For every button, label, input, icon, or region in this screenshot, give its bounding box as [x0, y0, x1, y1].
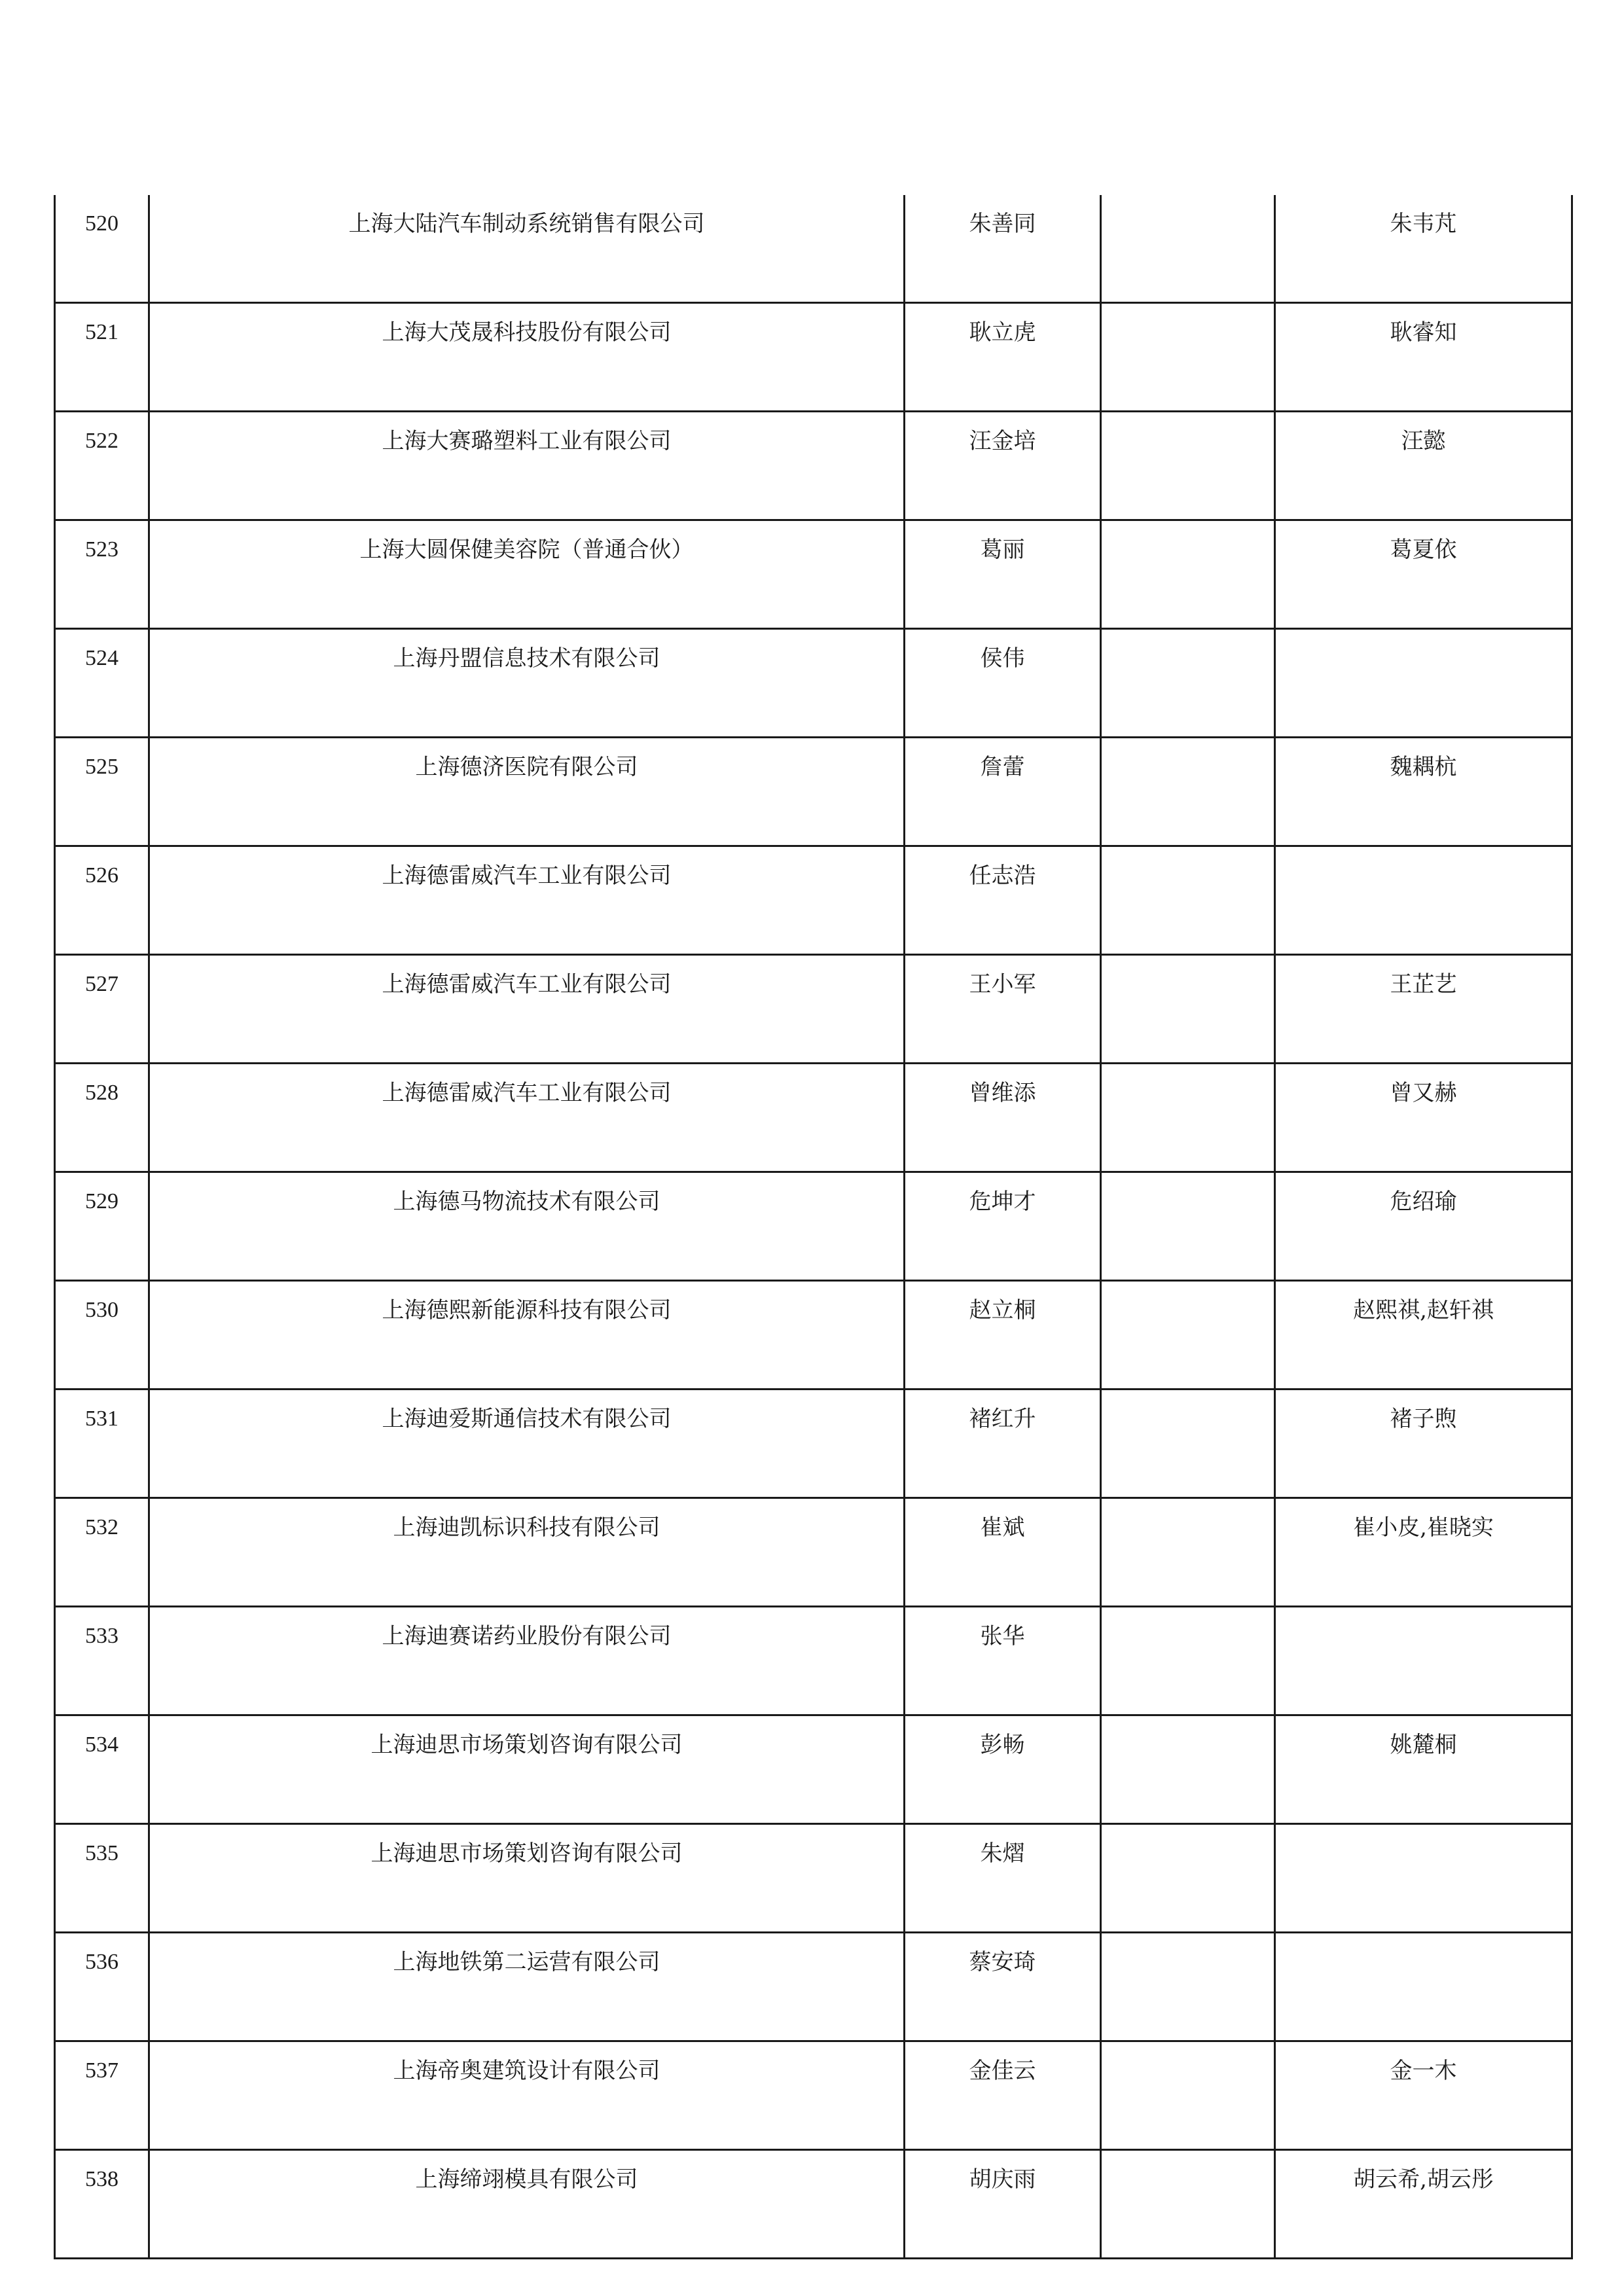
- row-number-cell: 534: [55, 1715, 149, 1824]
- company-name-cell: 上海大圆保健美容院（普通合伙）: [149, 520, 905, 629]
- company-name-cell: 上海迪思市场策划咨询有限公司: [149, 1715, 905, 1824]
- child-names-cell: [1275, 1824, 1572, 1933]
- person-name-cell: 任志浩: [905, 846, 1101, 955]
- table-row: [55, 846, 1572, 955]
- blank-cell-cell: [1101, 846, 1275, 955]
- table-row: [55, 738, 1572, 846]
- company-name-cell: 上海德济医院有限公司: [149, 738, 905, 846]
- company-name-cell: 上海德马物流技术有限公司: [149, 1172, 905, 1281]
- child-names-cell: 耿睿知: [1275, 303, 1572, 412]
- table-row: [55, 412, 1572, 520]
- company-name-cell: 上海迪思市场策划咨询有限公司: [149, 1824, 905, 1933]
- blank-cell-cell: [1101, 1715, 1275, 1824]
- person-name-cell: 朱熠: [905, 1824, 1101, 1933]
- row-number-cell: 533: [55, 1607, 149, 1715]
- table-row: [55, 1933, 1572, 2041]
- table-row: [55, 1390, 1572, 1498]
- company-name-cell: 上海迪赛诺药业股份有限公司: [149, 1607, 905, 1715]
- person-name-cell: 赵立桐: [905, 1281, 1101, 1390]
- roster-table-body: [55, 195, 1572, 2259]
- company-name-cell: 上海大赛璐塑料工业有限公司: [149, 412, 905, 520]
- table-row: [55, 2041, 1572, 2150]
- child-names-cell: 汪懿: [1275, 412, 1572, 520]
- blank-cell-cell: [1101, 1607, 1275, 1715]
- child-names-cell: 金一木: [1275, 2041, 1572, 2150]
- blank-cell-cell: [1101, 1390, 1275, 1498]
- blank-cell-cell: [1101, 412, 1275, 520]
- table-row: [55, 2150, 1572, 2259]
- row-number-cell: 523: [55, 520, 149, 629]
- blank-cell-cell: [1101, 1281, 1275, 1390]
- row-number-cell: 526: [55, 846, 149, 955]
- row-number-cell: 525: [55, 738, 149, 846]
- blank-cell-cell: [1101, 1824, 1275, 1933]
- company-name-cell: 上海地铁第二运营有限公司: [149, 1933, 905, 2041]
- company-name-cell: 上海德雷威汽车工业有限公司: [149, 846, 905, 955]
- table-row: [55, 520, 1572, 629]
- blank-cell-cell: [1101, 303, 1275, 412]
- person-name-cell: 王小军: [905, 955, 1101, 1064]
- person-name-cell: 彭畅: [905, 1715, 1101, 1824]
- company-name-cell: 上海迪爱斯通信技术有限公司: [149, 1390, 905, 1498]
- company-name-cell: 上海迪凯标识科技有限公司: [149, 1498, 905, 1607]
- person-name-cell: 葛丽: [905, 520, 1101, 629]
- person-name-cell: 詹蕾: [905, 738, 1101, 846]
- row-number-cell: 529: [55, 1172, 149, 1281]
- company-name-cell: 上海大陆汽车制动系统销售有限公司: [149, 195, 905, 303]
- table-row: [55, 1281, 1572, 1390]
- company-name-cell: 上海德雷威汽车工业有限公司: [149, 1064, 905, 1172]
- blank-cell-cell: [1101, 1064, 1275, 1172]
- person-name-cell: 崔斌: [905, 1498, 1101, 1607]
- person-name-cell: 褚红升: [905, 1390, 1101, 1498]
- table-row: [55, 955, 1572, 1064]
- person-name-cell: 汪金培: [905, 412, 1101, 520]
- person-name-cell: 朱善同: [905, 195, 1101, 303]
- row-number-cell: 521: [55, 303, 149, 412]
- child-names-cell: [1275, 629, 1572, 738]
- row-number-cell: 528: [55, 1064, 149, 1172]
- child-names-cell: [1275, 1933, 1572, 2041]
- table-row: [55, 1715, 1572, 1824]
- child-names-cell: 魏耦杭: [1275, 738, 1572, 846]
- child-names-cell: 危绍瑜: [1275, 1172, 1572, 1281]
- person-name-cell: 侯伟: [905, 629, 1101, 738]
- row-number-cell: 524: [55, 629, 149, 738]
- person-name-cell: 张华: [905, 1607, 1101, 1715]
- blank-cell-cell: [1101, 2150, 1275, 2259]
- company-name-cell: 上海缔翊模具有限公司: [149, 2150, 905, 2259]
- blank-cell-cell: [1101, 520, 1275, 629]
- row-number-cell: 536: [55, 1933, 149, 2041]
- person-name-cell: 危坤才: [905, 1172, 1101, 1281]
- row-number-cell: 527: [55, 955, 149, 1064]
- blank-cell-cell: [1101, 1498, 1275, 1607]
- table-row: [55, 1498, 1572, 1607]
- company-name-cell: 上海大茂晟科技股份有限公司: [149, 303, 905, 412]
- blank-cell-cell: [1101, 738, 1275, 846]
- person-name-cell: 蔡安琦: [905, 1933, 1101, 2041]
- child-names-cell: [1275, 1607, 1572, 1715]
- person-name-cell: 曾维添: [905, 1064, 1101, 1172]
- blank-cell-cell: [1101, 629, 1275, 738]
- table-row: [55, 1064, 1572, 1172]
- row-number-cell: 532: [55, 1498, 149, 1607]
- blank-cell-cell: [1101, 1933, 1275, 2041]
- table-row: [55, 195, 1572, 303]
- blank-cell-cell: [1101, 195, 1275, 303]
- person-name-cell: 金佳云: [905, 2041, 1101, 2150]
- child-names-cell: 朱韦芃: [1275, 195, 1572, 303]
- table-row: [55, 1607, 1572, 1715]
- row-number-cell: 530: [55, 1281, 149, 1390]
- table-row: [55, 1824, 1572, 1933]
- roster-table: [54, 195, 1573, 2259]
- blank-cell-cell: [1101, 955, 1275, 1064]
- child-names-cell: 葛夏依: [1275, 520, 1572, 629]
- company-name-cell: 上海帝奥建筑设计有限公司: [149, 2041, 905, 2150]
- row-number-cell: 538: [55, 2150, 149, 2259]
- row-number-cell: 535: [55, 1824, 149, 1933]
- child-names-cell: 崔小皮,崔晓实: [1275, 1498, 1572, 1607]
- child-names-cell: 赵熙祺,赵轩祺: [1275, 1281, 1572, 1390]
- child-names-cell: 曾又赫: [1275, 1064, 1572, 1172]
- person-name-cell: 耿立虎: [905, 303, 1101, 412]
- row-number-cell: 531: [55, 1390, 149, 1498]
- child-names-cell: 胡云希,胡云彤: [1275, 2150, 1572, 2259]
- table-row: [55, 1172, 1572, 1281]
- row-number-cell: 522: [55, 412, 149, 520]
- table-row: [55, 303, 1572, 412]
- child-names-cell: 褚子煦: [1275, 1390, 1572, 1498]
- company-name-cell: 上海丹盟信息技术有限公司: [149, 629, 905, 738]
- row-number-cell: 520: [55, 195, 149, 303]
- company-name-cell: 上海德雷威汽车工业有限公司: [149, 955, 905, 1064]
- table-row: [55, 629, 1572, 738]
- company-name-cell: 上海德熙新能源科技有限公司: [149, 1281, 905, 1390]
- blank-cell-cell: [1101, 1172, 1275, 1281]
- child-names-cell: 王芷艺: [1275, 955, 1572, 1064]
- person-name-cell: 胡庆雨: [905, 2150, 1101, 2259]
- blank-cell-cell: [1101, 2041, 1275, 2150]
- row-number-cell: 537: [55, 2041, 149, 2150]
- child-names-cell: [1275, 846, 1572, 955]
- child-names-cell: 姚麓桐: [1275, 1715, 1572, 1824]
